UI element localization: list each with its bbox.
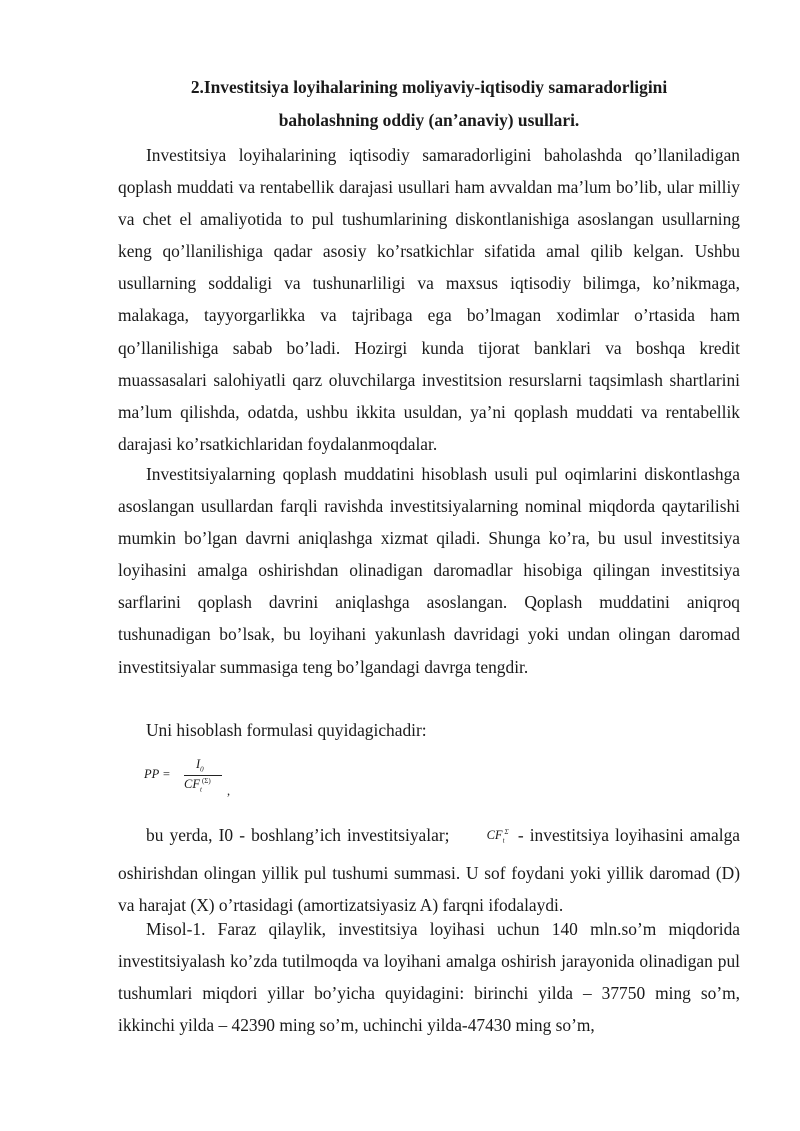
paragraph-intro: Investitsiya loyihalarining iqtisodiy samaradorligini baholashda qo’llaniladigan qoplash muddati va rentabellik darajasi usullari ham avvaldan ma’lum bo’lib, ular milliy va chet el amaliyotida to pul tushumlarining diskontlanishiga asoslangan usullarning keng qo’llanilishiga qadar asosiy ko’rsatkichlar sifatida amal qilib kelgan. Ushbu usullarning soddaligi va tushunarliligi va maxsus iqtisodiy bilimga, ko’nikmaga, malakaga, tayyorgarlikka va tajribaga ega bo’lmagan xodimlar o’rtasida ham qo’llanilishiga sabab bo’ladi. Hozirgi kunda tijorat banklari va boshqa kredit muassasalari salohiyatli qarz oluvchilarga investitsion resurslarni taqsimlash shartlarini ma’lum qilishda, odatda, ushbu ikkita usuldan, ya’ni qoplash muddati va rentabellik darajasi ko’rsatkichlaridan foydalanmoqdalar.: [118, 145, 740, 454]
formula-comma: ,: [227, 784, 231, 798]
paragraph-payback-method: Investitsiyalarning qoplash muddatini hisoblash usuli pul oqimlarini diskontlashga asoslangan usullardan farqli ravishda investitsiyalarning nominal miqdorda qaytarilishi mumkin bo’lgan davrni aniqlashga xizmat qiladi. Shunga ko’ra, bu usul investitsiya loyihasini amalga oshirishdan olinadigan daromadlar hisobiga qilingan investitsiya sarflarini qoplash davrini aniqlashga asoslangan. Qoplash muddatini aniqroq tushunadigan bo’lsak, bu loyihani yakunlash davridagi yoki undan olingan daromad investitsiyalar summasiga teng bo’lgandagi davrga tengdir.: [118, 464, 740, 677]
paragraph-formula-intro: Uni hisoblash formulasi quyidagichadir:: [146, 720, 427, 740]
paragraph-formula-explanation: [118, 816, 740, 921]
section-title-line-2: baholashning oddiy (an’anaviy) usullari.: [278, 110, 580, 130]
explanation-part-1: bu yerda, I0 - boshlang’ich investitsiyalar;: [146, 825, 450, 846]
explanation-part-2: - investitsiya loyihasini amalga oshirishdan olingan yillik pul tushumi summasi. U sof foydani yoki yillik daromad (D) va harajat (X) o’rtasidagi (amortizatsiyasiz A) farqni ifodalaydi.: [118, 825, 740, 915]
formula-numerator: $I_0$: [196, 757, 204, 774]
payback-formula: [142, 757, 342, 809]
formula-lhs: PP =: [144, 767, 171, 781]
formula-fraction-bar: [184, 775, 222, 776]
inline-cf-symbol: $CF_t^\Sigma$: [486, 828, 509, 845]
paragraph-example-1: Misol-1. Faraz qilaylik, investitsiya loyihasi uchun 140 mln.so’m miqdorida investitsiyalash ko’zda tutilmoqda va loyihani amalga oshirish jarayonida olinadigan pul tushumlari miqdori yillar bo’yicha quyidagini: birinchi yilda – 37750 ming so’m, ikkinchi yilda – 42390 ming so’m, uchinchi yilda-47430 ming so’m,: [118, 919, 740, 1036]
formula-denominator: $CF_t^{(\Sigma)}$: [184, 777, 211, 794]
section-title-line-1: 2.Investitsiya loyihalarining moliyaviy-iqtisodiy samaradorligini: [190, 77, 668, 97]
